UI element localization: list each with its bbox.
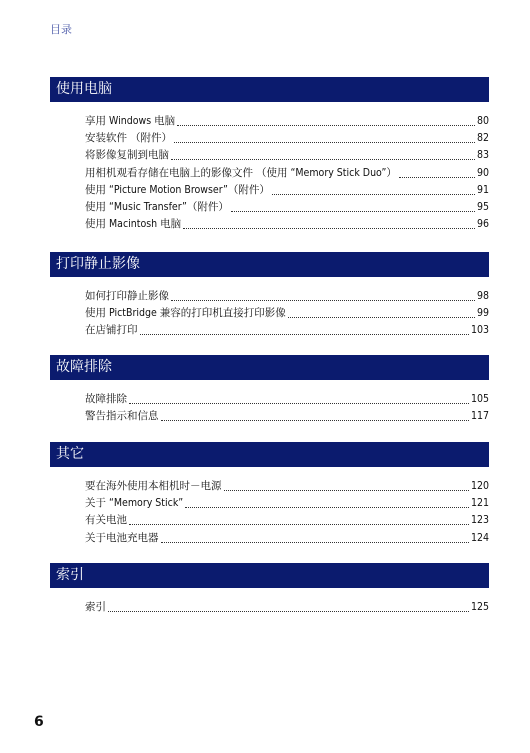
toc-entry[interactable]: [85, 512, 489, 529]
entry-title: 故障排除: [85, 393, 127, 405]
toc-entry[interactable]: [85, 530, 489, 547]
toc-entry[interactable]: [85, 130, 489, 147]
section-others: [50, 442, 489, 547]
toc-entry[interactable]: [85, 113, 489, 130]
toc-entry[interactable]: [85, 165, 489, 182]
section-printing: [50, 252, 489, 340]
entry-title: 使用 PictBridge 兼容的打印机直接打印影像: [85, 307, 286, 320]
leader-dots: [272, 194, 475, 195]
toc-entry[interactable]: [85, 391, 489, 408]
leader-dots: [129, 524, 469, 525]
entry-title: 关于电池充电器: [85, 531, 159, 544]
entry-page: 82: [476, 132, 489, 145]
toc-entry[interactable]: [85, 199, 489, 216]
section-title: 打印静止影像: [50, 252, 489, 277]
leader-dots: [224, 490, 469, 491]
toc-entry[interactable]: [85, 495, 489, 512]
section-title: 故障排除: [50, 355, 489, 380]
leader-dots: [174, 142, 475, 143]
entry-page: 80: [476, 115, 489, 127]
toc-entry[interactable]: [85, 408, 489, 425]
entry-page: 121: [470, 497, 489, 510]
entry-page: 123: [470, 514, 489, 527]
entry-title: 关于 “Memory Stick”: [85, 497, 184, 510]
entry-page: 96: [476, 218, 489, 231]
entry-title: 使用 Macintosh 电脑: [85, 218, 182, 231]
leader-dots: [108, 611, 469, 612]
entry-page: 90: [476, 166, 489, 179]
entry-title: 如何打印静止影像: [85, 290, 169, 302]
section-index: [50, 563, 489, 616]
leader-dots: [171, 300, 475, 301]
entry-title: 使用 “Music Transfer”（附件）: [85, 200, 229, 213]
toc-entry[interactable]: [85, 182, 489, 199]
toc-entry[interactable]: [85, 147, 489, 164]
entry-page: 120: [470, 480, 489, 492]
entry-title: 索引: [85, 601, 106, 613]
page-number: 6: [34, 714, 44, 730]
section-title: 索引: [50, 563, 489, 588]
entry-page: 105: [470, 393, 489, 405]
toc-entry[interactable]: [85, 288, 489, 305]
section-computer: [50, 77, 489, 233]
entry-title: 有关电池: [85, 514, 127, 527]
section-title: 其它: [50, 442, 489, 467]
section-title: 使用电脑: [50, 77, 489, 102]
toc-entry[interactable]: [85, 216, 489, 233]
entry-page: 103: [470, 324, 489, 337]
entry-title: 使用 “Picture Motion Browser”（附件）: [85, 183, 270, 196]
entry-title: 将影像复制到电脑: [85, 149, 169, 162]
toc-entry[interactable]: [85, 322, 489, 339]
leader-dots: [177, 125, 475, 126]
leader-dots: [288, 317, 475, 318]
leader-dots: [185, 507, 469, 508]
entry-title: 要在海外使用本相机时－电源: [85, 480, 222, 492]
toc-entry[interactable]: [85, 599, 489, 616]
leader-dots: [231, 211, 475, 212]
section-troubleshooting: [50, 355, 489, 425]
leader-dots: [140, 334, 469, 335]
entry-page: 98: [476, 290, 489, 302]
entry-page: 99: [476, 307, 489, 320]
leader-dots: [161, 420, 469, 421]
toc-entry[interactable]: [85, 478, 489, 495]
entry-page: 125: [470, 601, 489, 613]
entry-page: 83: [476, 149, 489, 162]
toc-entry[interactable]: [85, 305, 489, 322]
entry-title: 警告指示和信息: [85, 410, 159, 423]
leader-dots: [399, 177, 475, 178]
leader-dots: [171, 159, 475, 160]
leader-dots: [129, 403, 469, 404]
entry-title: 安装软件 （附件）: [85, 132, 172, 145]
entry-title: 在店铺打印: [85, 324, 138, 337]
entry-title: 享用 Windows 电脑: [85, 115, 176, 127]
entry-page: 117: [470, 410, 489, 423]
entry-title: 用相机观看存储在电脑上的影像文件 （使用 “Memory Stick Duo”）: [85, 166, 397, 179]
leader-dots: [183, 228, 475, 229]
entry-page: 91: [476, 183, 489, 196]
leader-dots: [161, 542, 469, 543]
entry-page: 124: [470, 531, 489, 544]
entry-page: 95: [476, 200, 489, 213]
toc-link[interactable]: 目录: [50, 23, 72, 36]
